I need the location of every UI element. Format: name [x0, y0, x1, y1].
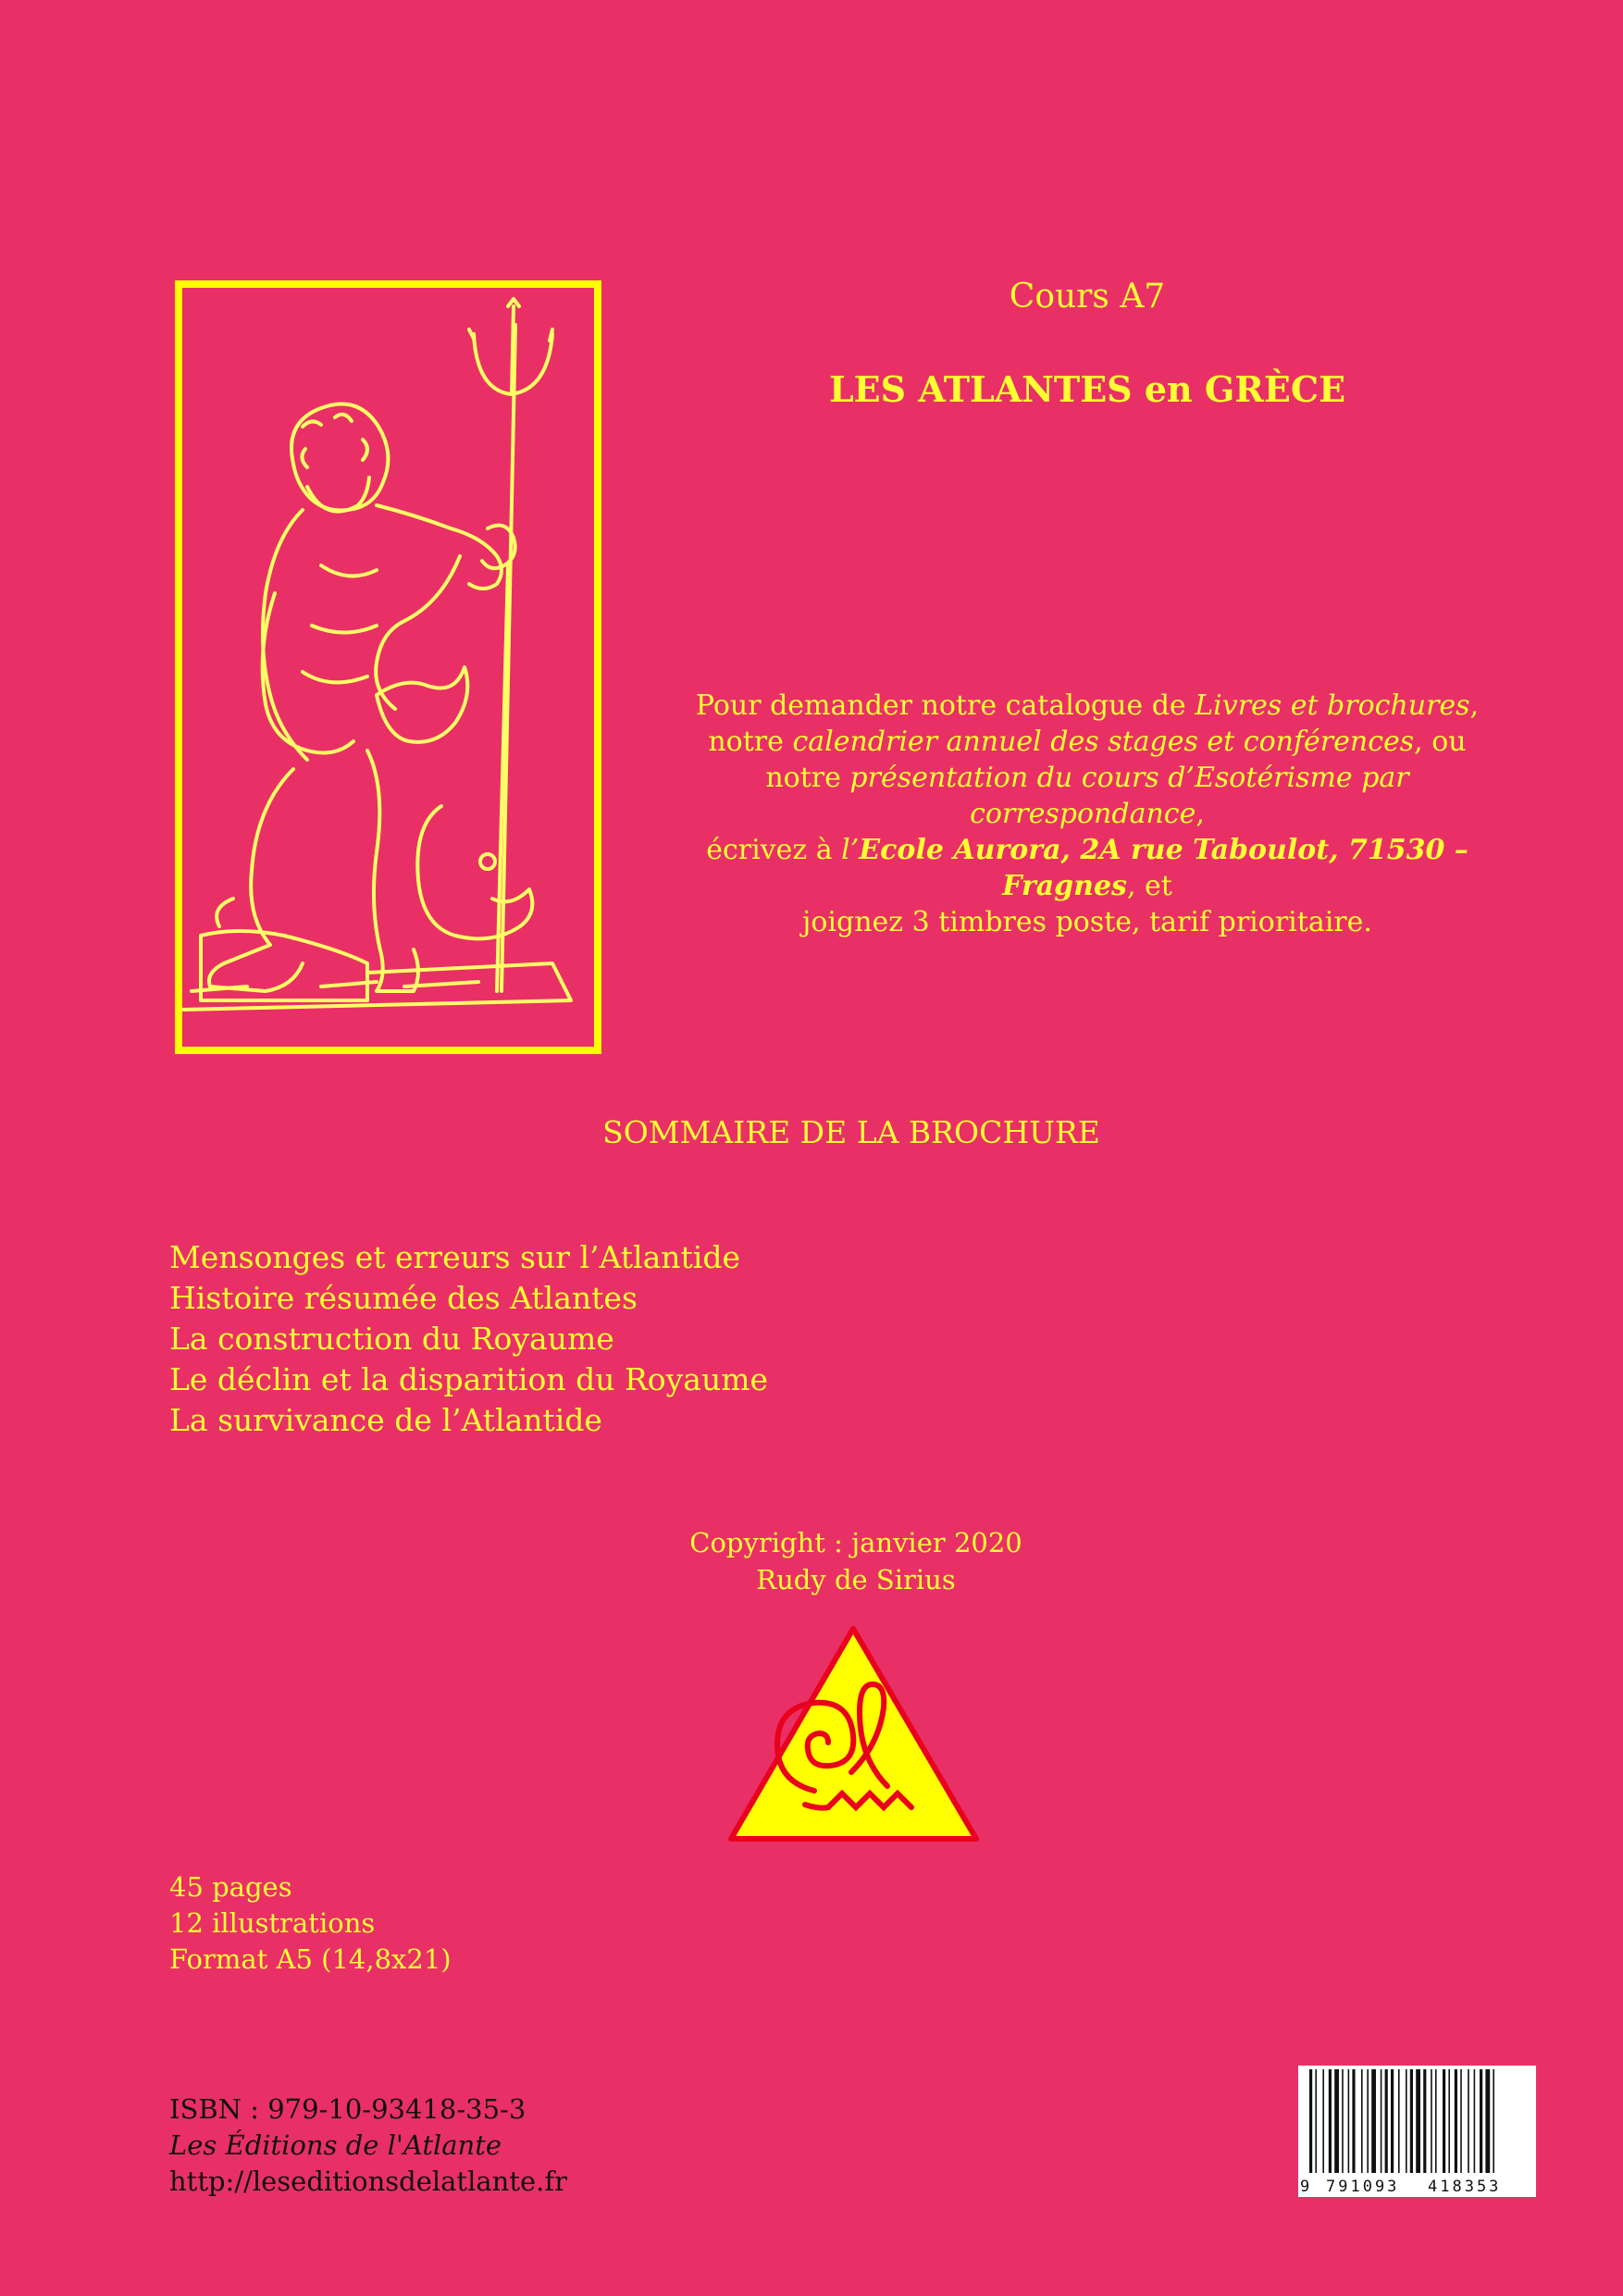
barcode-bar — [1315, 2069, 1317, 2173]
barcode-bar — [1474, 2069, 1476, 2173]
barcode-bar — [1309, 2069, 1312, 2173]
barcode-bar — [1493, 2069, 1494, 2173]
poseidon-illustration — [175, 280, 601, 1054]
barcode-bar — [1468, 2069, 1469, 2173]
barcode-bar — [1398, 2069, 1400, 2173]
barcode-bar — [1352, 2069, 1355, 2173]
publication-footer — [169, 2091, 567, 2200]
barcode-digits-left: 791093 — [1326, 2178, 1400, 2196]
author-name: Rudy de Sirius — [756, 1564, 956, 1595]
barcode-bar — [1381, 2069, 1382, 2173]
isbn: ISBN : 979-10-93418-35-3 — [169, 2093, 527, 2125]
toc-item: La survivance de l’Atlantide — [169, 1402, 602, 1438]
copyright-date: Copyright : janvier 2020 — [689, 1527, 1022, 1558]
isbn-barcode — [1298, 2066, 1536, 2197]
catalog-line-3: notre présentation du cours d’Esotérisme par correspondance, — [765, 762, 1409, 830]
barcode-bar — [1322, 2069, 1324, 2173]
barcode-bar — [1367, 2069, 1369, 2173]
course-code: Cours A7 — [1009, 278, 1166, 316]
barcode-bar — [1348, 2069, 1350, 2173]
barcode-bar — [1361, 2069, 1363, 2173]
toc-item: Mensonges et erreurs sur l’Atlantide — [169, 1239, 741, 1275]
barcode-bar — [1391, 2069, 1394, 2173]
poseidon-trident-icon — [182, 288, 594, 1047]
barcode-bar — [1443, 2069, 1445, 2173]
barcode-bar — [1385, 2069, 1388, 2173]
barcode-digit-lead: 9 — [1300, 2178, 1310, 2196]
barcode-bar — [1460, 2069, 1462, 2173]
catalog-line-5: joignez 3 timbres poste, tarif prioritaire. — [802, 906, 1372, 938]
illustration-count: 12 illustrations — [169, 1907, 376, 1939]
barcode-bar — [1410, 2069, 1413, 2173]
barcode-bar — [1329, 2069, 1332, 2173]
catalog-line-2: notre calendrier annuel des stages et conférences, ou — [708, 726, 1467, 758]
toc-item: La construction du Royaume — [169, 1321, 614, 1357]
toc-item: Histoire résumée des Atlantes — [169, 1280, 638, 1316]
barcode-bar — [1371, 2069, 1376, 2173]
barcode-bar — [1406, 2069, 1407, 2173]
catalog-line-4: écrivez à l’Ecole Aurora, 2A rue Taboulot, 71530 – Fragnes, et — [706, 834, 1468, 902]
publisher: Les Éditions de l'Atlante — [169, 2129, 502, 2161]
barcode-bar — [1480, 2069, 1482, 2173]
barcode-bar — [1342, 2069, 1344, 2173]
page-title: LES ATLANTES en GRÈCE — [828, 368, 1346, 410]
barcode-bar — [1485, 2069, 1490, 2173]
copyright-block — [648, 1524, 1064, 1598]
website-link[interactable]: http://leseditionsdelatlante.fr — [169, 2166, 567, 2197]
summary-title: SOMMAIRE DE LA BROCHURE — [602, 1114, 1100, 1150]
atlante-triangle-logo-icon — [726, 1624, 981, 1846]
barcode-bar — [1416, 2069, 1420, 2173]
toc-item: Le déclin et la disparition du Royaume — [169, 1361, 769, 1397]
barcode-bar — [1448, 2069, 1450, 2173]
page-count: 45 pages — [169, 1871, 292, 1903]
barcode-bar — [1455, 2069, 1457, 2173]
catalog-line-1: Pour demander notre catalogue de Livres et brochures, — [695, 689, 1480, 722]
catalog-request-text — [648, 688, 1527, 940]
barcode-bar — [1334, 2069, 1339, 2173]
brochure-details — [169, 1869, 452, 1978]
barcode-bar — [1435, 2069, 1437, 2173]
format: Format A5 (14,8x21) — [169, 1943, 452, 1975]
barcode-bar — [1431, 2069, 1432, 2173]
table-of-contents — [169, 1237, 768, 1441]
barcode-bar — [1423, 2069, 1426, 2173]
barcode-digits-right: 418353 — [1428, 2178, 1502, 2196]
